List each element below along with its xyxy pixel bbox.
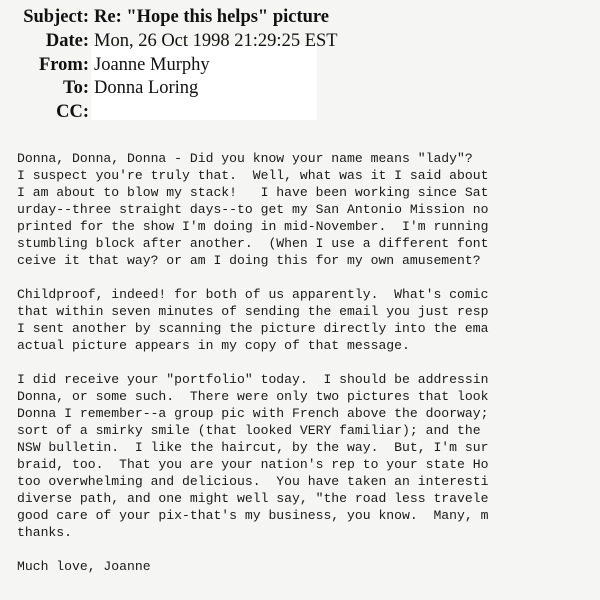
body-line: stumbling block after another. (When I use a different font [17, 236, 489, 251]
body-line: too overwhelming and delicious. You have taken an interesti [17, 474, 489, 489]
email-body [17, 150, 600, 575]
body-line: that within seven minutes of sending the email you just resp [17, 304, 489, 319]
body-line: NSW bulletin. I like the haircut, by the way. But, I'm sur [17, 440, 489, 455]
from-value: Joanne Murphy [94, 55, 210, 75]
body-line: diverse path, and one might well say, "the road less travele [17, 491, 489, 506]
body-line: I sent another by scanning the picture directly into the ema [17, 321, 489, 336]
date-value: Mon, 26 Oct 1998 21:29:25 EST [94, 31, 338, 51]
body-line: Donna, or some such. There were only two pictures that look [17, 389, 489, 404]
body-line: ceive it that way? or am I doing this for my own amusement? [17, 253, 481, 268]
body-line: Childproof, indeed! for both of us apparently. What's comic [17, 287, 489, 302]
body-line: thanks. [17, 525, 73, 540]
body-line: actual picture appears in my copy of that message. [17, 338, 410, 353]
subject-label: Subject: [23, 7, 89, 27]
body-line: urday--three straight days--to get my San Antonio Mission no [17, 202, 489, 217]
body-line: good care of your pix-that's my business, you know. Many, m [17, 508, 489, 523]
body-line: I am about to blow my stack! I have been working since Sat [17, 185, 489, 200]
body-line: I suspect you're truly that. Well, what was it I said about [17, 168, 489, 183]
from-label: From: [39, 55, 89, 75]
to-value: Donna Loring [94, 78, 199, 98]
body-line: sort of a smirky smile (that looked VERY familiar); and the [17, 423, 481, 438]
body-line: Donna, Donna, Donna - Did you know your name means "lady"? [17, 151, 473, 166]
body-line: printed for the show I'm doing in mid-November. I'm running [17, 219, 489, 234]
closing-signature: Much love, Joanne [17, 559, 151, 574]
body-line: I did receive your "portfolio" today. I should be addressin [17, 372, 489, 387]
subject-value: Re: "Hope this helps" picture [94, 7, 330, 27]
date-label: Date: [45, 31, 89, 51]
to-label: To: [62, 78, 89, 98]
body-line: Donna I remember--a group pic with French above the doorway; [17, 406, 489, 421]
body-line: braid, too. That you are your nation's rep to your state Ho [17, 457, 489, 472]
cc-label: CC: [56, 102, 89, 122]
